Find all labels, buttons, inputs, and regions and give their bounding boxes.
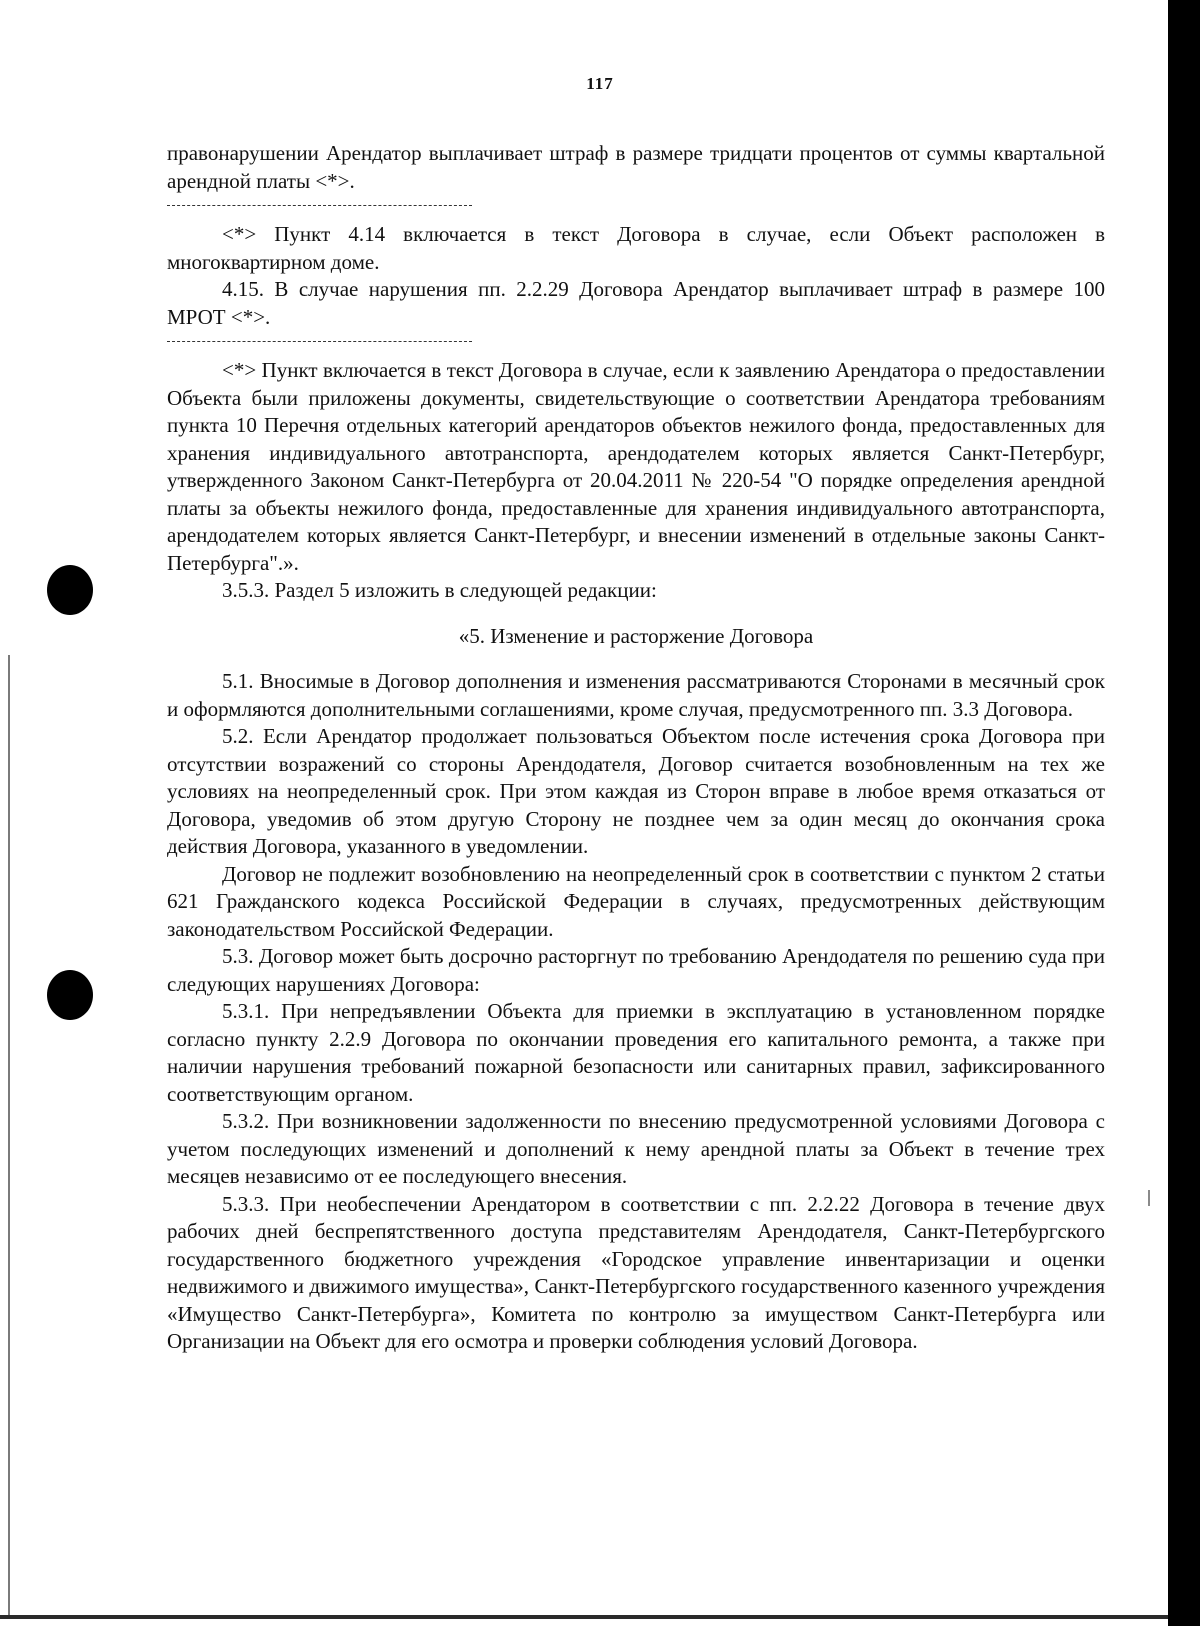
paragraph-5-3-3: 5.3.3. При необеспечении Арендатором в соответствии с пп. 2.2.22 Договора в течение двух рабочих дней беспрепятственного доступа представителям Арендодателя, Санкт-Петербургского государственного бюджетного учреждения «Городское управление инвентаризации и оценки недвижимого и движимого имущества», Санкт-Петербургского государственного казенного учреждения «Имущество Санкт-Петербурга», Комитета по контролю за имуществом Санкт-Петербурга или Организации на Объект для его осмотра и проверки соблюдения условий Договора. bbox=[167, 1191, 1105, 1353]
paragraph-5-3-1: 5.3.1. При непредъявлении Объекта для приемки в эксплуатацию в установленном порядке согласно пункту 2.2.9 Договора по окончании проведения его капитального ремонта, а также при наличии нарушения требований пожарной безопасности или санитарных правил, зафиксированного соответствующим органом. bbox=[167, 999, 1105, 1106]
section-heading: «5. Изменение и расторжение Договора bbox=[458, 623, 814, 648]
scan-left-margin-line bbox=[8, 655, 10, 1615]
footnote-4-15: <*> Пункт включается в текст Договора в случае, если к заявлению Арендатора о предоставлении Объекта были приложены документы, свидетельствующие о соответствии Арендатора требованиям пункта 10 Перечня отдельных категорий арендаторов объектов нежилого фонда, предоставленных для хранения индивидуального автотранспорта, арендодателем которых является Санкт-Петербург, утвержденного Законом Санкт-Петербурга от 20.04.2011 № 220-54 "О порядке определения арендной платы за объекты нежилого фонда, предоставленные для хранения индивидуального автотранспорта, арендодателем которых является Санкт-Петербург, и внесении изменений в отдельные законы Санкт-Петербурга".». bbox=[167, 358, 1105, 575]
punch-hole-top bbox=[47, 565, 93, 615]
scan-bottom-line bbox=[0, 1615, 1168, 1619]
document-body bbox=[167, 140, 1105, 1356]
footnote-separator bbox=[167, 205, 472, 206]
scan-edge-bar bbox=[1168, 0, 1200, 1626]
punch-hole-bottom bbox=[47, 970, 93, 1020]
footnote-separator bbox=[167, 341, 472, 342]
paragraph-fine-continuation: правонарушении Арендатор выплачивает штраф в размере тридцати процентов от суммы квартальной арендной платы <*>. bbox=[167, 141, 1105, 193]
scan-right-tick bbox=[1148, 1190, 1150, 1206]
paragraph-4-15: 4.15. В случае нарушения пп. 2.2.29 Договора Арендатор выплачивает штраф в размере 100 МРОТ <*>. bbox=[167, 277, 1105, 329]
paragraph-5-3: 5.3. Договор может быть досрочно расторгнут по требованию Арендодателя по решению суда при следующих нарушениях Договора: bbox=[167, 944, 1105, 996]
paragraph-5-1: 5.1. Вносимые в Договор дополнения и изменения рассматриваются Сторонами в месячный срок и оформляются дополнительными соглашениями, кроме случая, предусмотренного пп. 3.3 Договора. bbox=[167, 669, 1105, 721]
paragraph-5-2: 5.2. Если Арендатор продолжает пользоваться Объектом после истечения срока Договора при отсутствии возражений со стороны Арендодателя, Договор считается возобновленным на тех же условиях на неопределенный срок. При этом каждая из Сторон вправе в любое время отказаться от Договора, уведомив об этом другую Сторону не позднее чем за один месяц до окончания срока действия Договора, указанного в уведомлении. bbox=[167, 724, 1105, 858]
paragraph-5-3-2: 5.3.2. При возникновении задолженности по внесению предусмотренной условиями Договора с учетом последующих изменений и дополнений к нему арендной платы за Объект в течение трех месяцев независимо от ее последующего внесения. bbox=[167, 1109, 1105, 1188]
paragraph-3-5-3: 3.5.3. Раздел 5 изложить в следующей редакции: bbox=[222, 578, 657, 602]
page-number: 117 bbox=[586, 74, 614, 93]
footnote-4-14: <*> Пункт 4.14 включается в текст Договора в случае, если Объект расположен в многоквартирном доме. bbox=[167, 222, 1105, 274]
paragraph-5-2-b: Договор не подлежит возобновлению на неопределенный срок в соответствии с пунктом 2 статьи 621 Гражданского кодекса Российской Федерации в случаях, предусмотренных действующим законодательством Российской Федерации. bbox=[167, 861, 1105, 941]
